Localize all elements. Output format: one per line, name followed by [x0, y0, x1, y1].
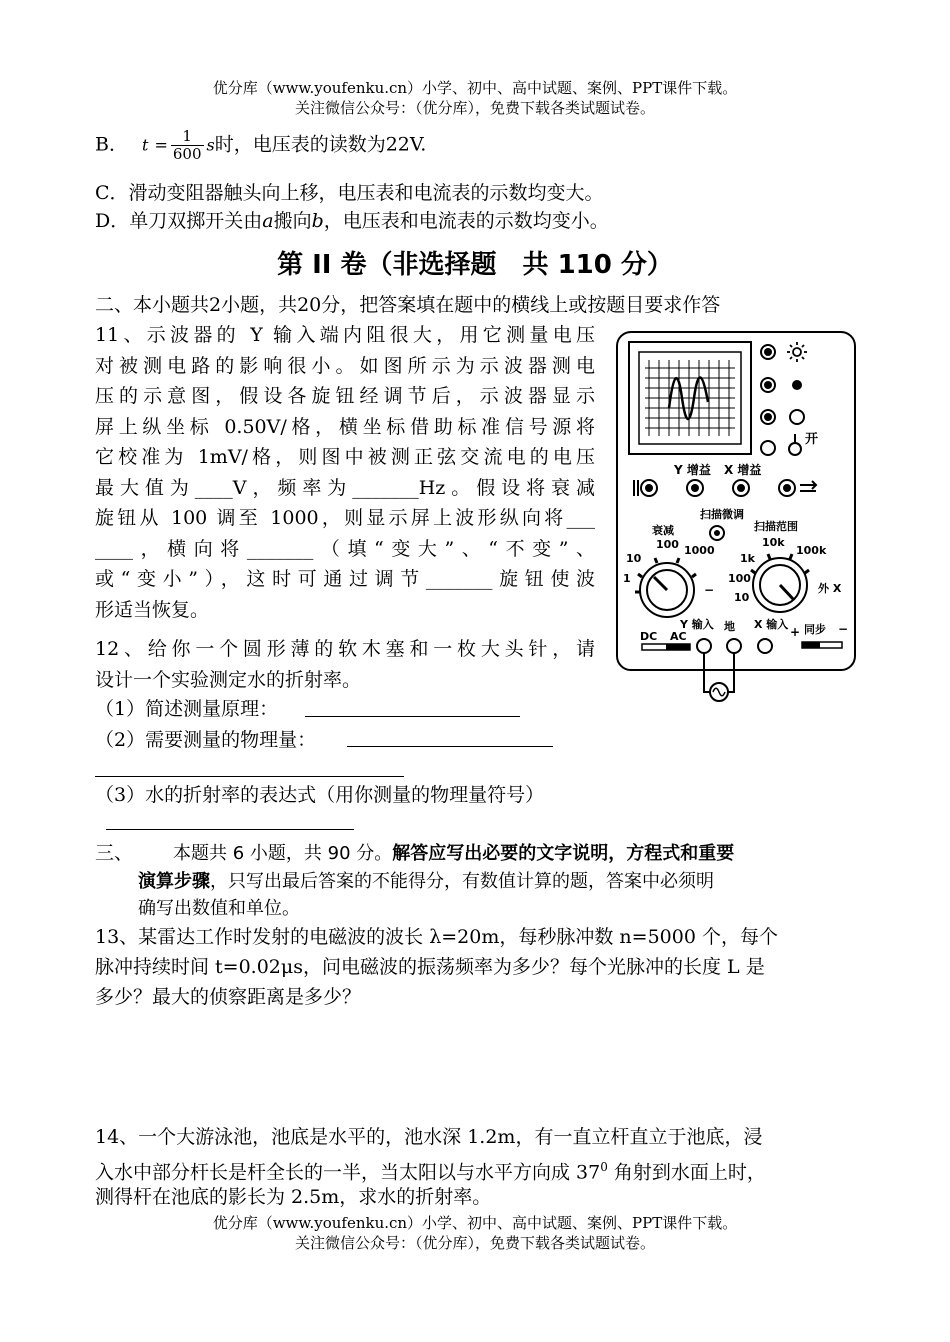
q11-line: ____，横向将_______（填“变大”、“不变”、 [95, 537, 595, 560]
section3-rest: ，只写出最后答案的不能得分，有数值计算的题，答案中必须明 [210, 871, 714, 892]
focus-icon [792, 380, 802, 390]
option-d-pre: D．单刀双掷开关由 [95, 210, 263, 232]
section3-bold-2: 演算步骤 [138, 871, 210, 892]
att-1000-label: 1000 [684, 544, 715, 557]
attenuation-pointer [654, 577, 667, 590]
q11-line: 旋钮从 100 调至 1000，则显示屏上波形纵向将___ [95, 507, 595, 529]
answer-blank [305, 716, 520, 717]
q11-line: 压的示意图，假设各旋钮经调节后，示波器显示 [95, 385, 595, 407]
range-1k-label: 1k [740, 552, 755, 565]
option-b [95, 128, 426, 163]
fraction-numerator: 1 [171, 128, 204, 146]
q14-line-3: 测得杆在池底的影长为 2.5m，求水的折射率。 [95, 1186, 492, 1208]
power-switch-icon [789, 434, 801, 455]
question-11 [95, 320, 595, 625]
header-line-1: 优分库（www.youfenku.cn）小学、初中、高中试题、案例、PPT课件下载。 [212, 79, 738, 97]
q13-line-2: 脉冲持续时间 t=0.02μs，问电磁波的振荡频率为多少？每个光脉冲的长度 L 是 [95, 956, 765, 978]
q12-sub1: （1）简述测量原理： [95, 698, 279, 720]
power-on-label: 开 [805, 432, 819, 447]
q14-line-2-pre: 入水中部分杆长是杆全长的一半，当太阳以与水平方向成 37 [95, 1161, 601, 1184]
question-12 [95, 634, 595, 695]
lead-wire [704, 653, 710, 692]
sweep-fine-label: 扫描微调 [700, 508, 744, 521]
header-line-2: 关注微信公众号：（优分库），免费下载各类试题试卷。 [294, 99, 655, 117]
ground-label: 地 [724, 620, 735, 633]
x-gain-label: X 增益 [724, 463, 762, 477]
q12-line-1: 12、给你一个圆形薄的软木塞和一枚大头针，请 [95, 638, 595, 660]
ac-label: AC [670, 630, 687, 643]
section3-number: 三、 [95, 842, 134, 864]
range-10-label: 10 [734, 591, 750, 604]
ext-x-label: 外 X [818, 582, 842, 595]
option-b-var: t [141, 135, 149, 155]
vertical-shift-icon [634, 480, 638, 496]
q12-sub3: （3）水的折射率的表达式（用你测量的物理量符号） [95, 784, 545, 806]
screen-grid [645, 360, 735, 436]
option-d-b: b [311, 210, 324, 232]
attenuation-label: 衰减 [652, 524, 674, 537]
att-1-label: 1 [623, 572, 631, 585]
option-b-text: 时，电压表的读数为22V. [214, 133, 427, 156]
att-10-label: 10 [626, 552, 642, 565]
range-100-label: 100 [728, 572, 751, 585]
option-d-a: a [262, 210, 274, 232]
q12-sub2: （2）需要测量的物理量： [95, 729, 317, 751]
section3-lead: 本题共 6 小题，共 90 分。 [173, 843, 393, 864]
x-input-label: X 输入 [754, 618, 789, 631]
horizontal-shift-icon [800, 481, 816, 491]
option-b-eq: = [154, 135, 168, 155]
oscilloscope-case [617, 332, 855, 670]
minus-label: − [704, 583, 715, 597]
dc-label: DC [640, 630, 658, 643]
q11-line: 最大值为____V，频率为_______Hz。假设将衰减 [95, 476, 595, 499]
range-10k-label: 10k [762, 536, 785, 549]
att-100-label: 100 [656, 538, 679, 551]
section2-title: 第 II 卷（非选择题 共 110 分） [277, 250, 673, 280]
plus-label: + [790, 625, 801, 639]
q14-line-1: 14、一个大游泳池，池底是水平的，池水深 1.2m，有一直立杆直立于池底，浸 [95, 1126, 763, 1148]
range-100k-label: 100k [796, 544, 827, 557]
section3-line-1 [95, 838, 734, 869]
q11-line: 或“变小”），这时可通过调节_______旋钮使波 [95, 568, 595, 590]
fraction-denominator: 600 [172, 145, 202, 163]
sweep-range-pointer [780, 585, 794, 600]
section3-bold: 解答应写出必要的文字说明，方程式和重要 [392, 843, 735, 864]
option-b-label: B． [95, 133, 128, 156]
knob-icon [790, 410, 804, 424]
q11-line: 它校准为 1mV/格，则图中被测正弦交流电的电压 [95, 446, 595, 468]
sync-label: 同步 [804, 623, 826, 636]
section3-line-2 [138, 866, 714, 897]
footer-line-1: 优分库（www.youfenku.cn）小学、初中、高中试题、案例、PPT课件下载。 [212, 1214, 738, 1232]
option-d-post: ，电压表和电流表的示数均变小。 [323, 210, 609, 232]
q11-line: 形适当恢复。 [95, 598, 210, 621]
y-input-terminal-icon [697, 639, 711, 653]
knob-icon [761, 441, 775, 455]
section2-intro: 二、本小题共2小题，共20分，把答案填在题中的横线上或按题目要求作答 [95, 294, 721, 316]
answer-blank [95, 776, 404, 777]
oscilloscope-figure [612, 330, 872, 715]
q12-line-2: 设计一个实验测定水的折射率。 [95, 668, 362, 691]
option-c: C．滑动变阻器触头向上移，电压表和电流表的示数均变大。 [95, 182, 604, 204]
option-b-fraction [171, 128, 204, 163]
minus-label: − [838, 622, 849, 636]
q11-line: 11、示波器的 Y 输入端内阻很大，用它测量电压 [95, 324, 595, 346]
q11-line: 屏上纵坐标 0.50V/格，横坐标借助标准信号源将 [95, 415, 595, 438]
sweep-range-label: 扫描范围 [754, 520, 798, 533]
y-gain-label: Y 增益 [674, 463, 711, 477]
section3-line-3: 确写出数值和单位。 [138, 898, 300, 919]
q14-line-2-post: 角射到水面上时， [607, 1161, 766, 1184]
x-input-terminal-icon [758, 639, 772, 653]
option-b-unit: s [206, 135, 215, 155]
ground-terminal-icon [727, 639, 741, 653]
footer-line-2: 关注微信公众号：（优分库），免费下载各类试题试卷。 [294, 1234, 655, 1252]
q13-line-3: 多少？最大的侦察距离是多少？ [95, 986, 362, 1008]
q14-degree-sup: 0 [600, 1160, 608, 1174]
option-d [95, 206, 609, 236]
q11-line: 对被测电路的影响很小。如图所示为示波器测电 [95, 354, 595, 377]
option-d-mid: 搬向 [273, 210, 312, 232]
y-input-label: Y 输入 [680, 618, 714, 631]
answer-blank [106, 829, 354, 830]
brightness-icon [787, 342, 807, 362]
answer-blank [347, 746, 553, 747]
lead-wire [728, 653, 734, 692]
q13-line-1: 13、某雷达工作时发射的电磁波的波长 λ=20m，每秒脉冲数 n=5000 个，每个 [95, 926, 778, 948]
